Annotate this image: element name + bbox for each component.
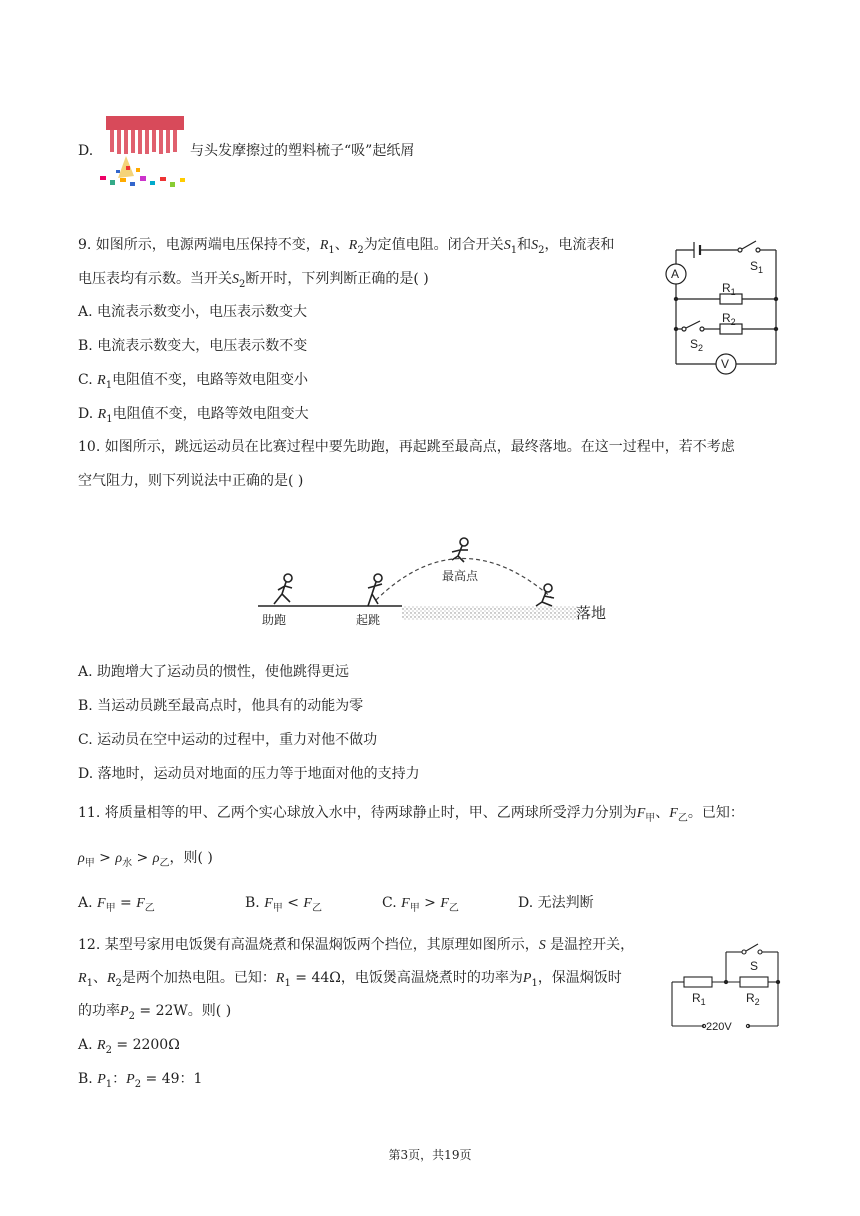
q12-line3: 的功率$P_2 = 22W$。则( ) (78, 1003, 232, 1022)
q11-line2: $\rho_甲 > \rho_水 > \rho_乙$，则( ) (78, 850, 213, 869)
q12-line2: $R_1$、$R_2$是两个加热电阻。已知：$R_1 = 44\Omega$，电饭煲高温烧煮时的功率为$P_1$，保温焖饭时 (78, 970, 622, 989)
q10-long-jump-diagram (250, 528, 620, 630)
voltmeter-label: V (721, 357, 730, 371)
ammeter-label: A (671, 267, 680, 281)
q10-option-b: B. 当运动员跳至最高点时，他具有的动能为零 (78, 698, 364, 714)
q9-line2: 电压表均有示数。当开关$S_2$断开时，下列判断正确的是( ) (78, 271, 429, 290)
r1-label: $R_1$ (722, 281, 736, 297)
s-label: S (750, 959, 759, 973)
q10-line2: 空气阻力，则下列说法中正确的是( ) (78, 473, 304, 489)
q12-circuit-diagram (668, 934, 786, 1034)
label-top: 最高点 (442, 569, 479, 583)
q9-option-b: B. 电流表示数变大，电压表示数不变 (78, 338, 308, 354)
r2-label: $R_2$ (746, 991, 760, 1007)
q11-option-c: C. $F_甲 > F_乙$ (382, 895, 459, 914)
q11-option-b: B. $F_甲 < F_乙$ (245, 895, 322, 914)
q9-option-d: D. $R_1$电阻值不变，电路等效电阻变大 (78, 406, 309, 425)
q10-line1: 10. 如图所示，跳远运动员在比赛过程中要先助跑，再起跳至最高点，最终落地。在这一过程中，若不考虑 (78, 439, 735, 455)
q12-option-b: B. $P_1$：$P_2 = 49$：1 (78, 1071, 203, 1090)
s1-label: $S_1$ (750, 259, 764, 275)
option-d-text: 与头发摩擦过的塑料梳子“吸”起纸屑 (190, 143, 415, 159)
option-d-label: D. (78, 143, 94, 159)
q11-option-d: D. 无法判断 (518, 895, 594, 911)
q9-option-c: C. $R_1$电阻值不变，电路等效电阻变小 (78, 372, 309, 391)
q10-option-a: A. 助跑增大了运动员的惯性，使他跳得更远 (78, 664, 350, 680)
label-land: 落地 (576, 605, 607, 622)
voltage-label: 220V (706, 1021, 732, 1033)
page-footer: 第3页，共19页 (388, 1148, 472, 1162)
label-jump: 起跳 (356, 613, 381, 627)
q9-circuit-diagram (658, 236, 782, 376)
q11-option-a: A. $F_甲 = F_乙$ (78, 895, 155, 914)
s2-label: $S_2$ (690, 337, 704, 353)
q10-option-d: D. 落地时，运动员对地面的压力等于地面对他的支持力 (78, 766, 420, 782)
q9-line1: 9. 如图所示，电源两端电压保持不变，$R_1$、$R_2$为定值电阻。闭合开关$S_1$和$S_2$，电流表和 (78, 237, 615, 256)
label-run: 助跑 (262, 613, 287, 627)
q11-line1: 11. 将质量相等的甲、乙两个实心球放入水中，待两球静止时，甲、乙两球所受浮力分别为$F_甲$、$F_乙$。已知： (78, 805, 744, 824)
q10-option-c: C. 运动员在空中运动的过程中，重力对他不做功 (78, 732, 378, 748)
comb-image (96, 106, 188, 190)
q12-line1: 12. 某型号家用电饭煲有高温烧煮和保温焖饭两个挡位，其原理如图所示，S 是温控开关， (78, 937, 635, 953)
r1-label: $R_1$ (692, 991, 706, 1007)
r2-label: $R_2$ (722, 311, 736, 327)
q9-option-a: A. 电流表示数变小，电压表示数变大 (78, 304, 308, 320)
q12-option-a: A. $R_2 = 2200\Omega$ (78, 1037, 180, 1056)
